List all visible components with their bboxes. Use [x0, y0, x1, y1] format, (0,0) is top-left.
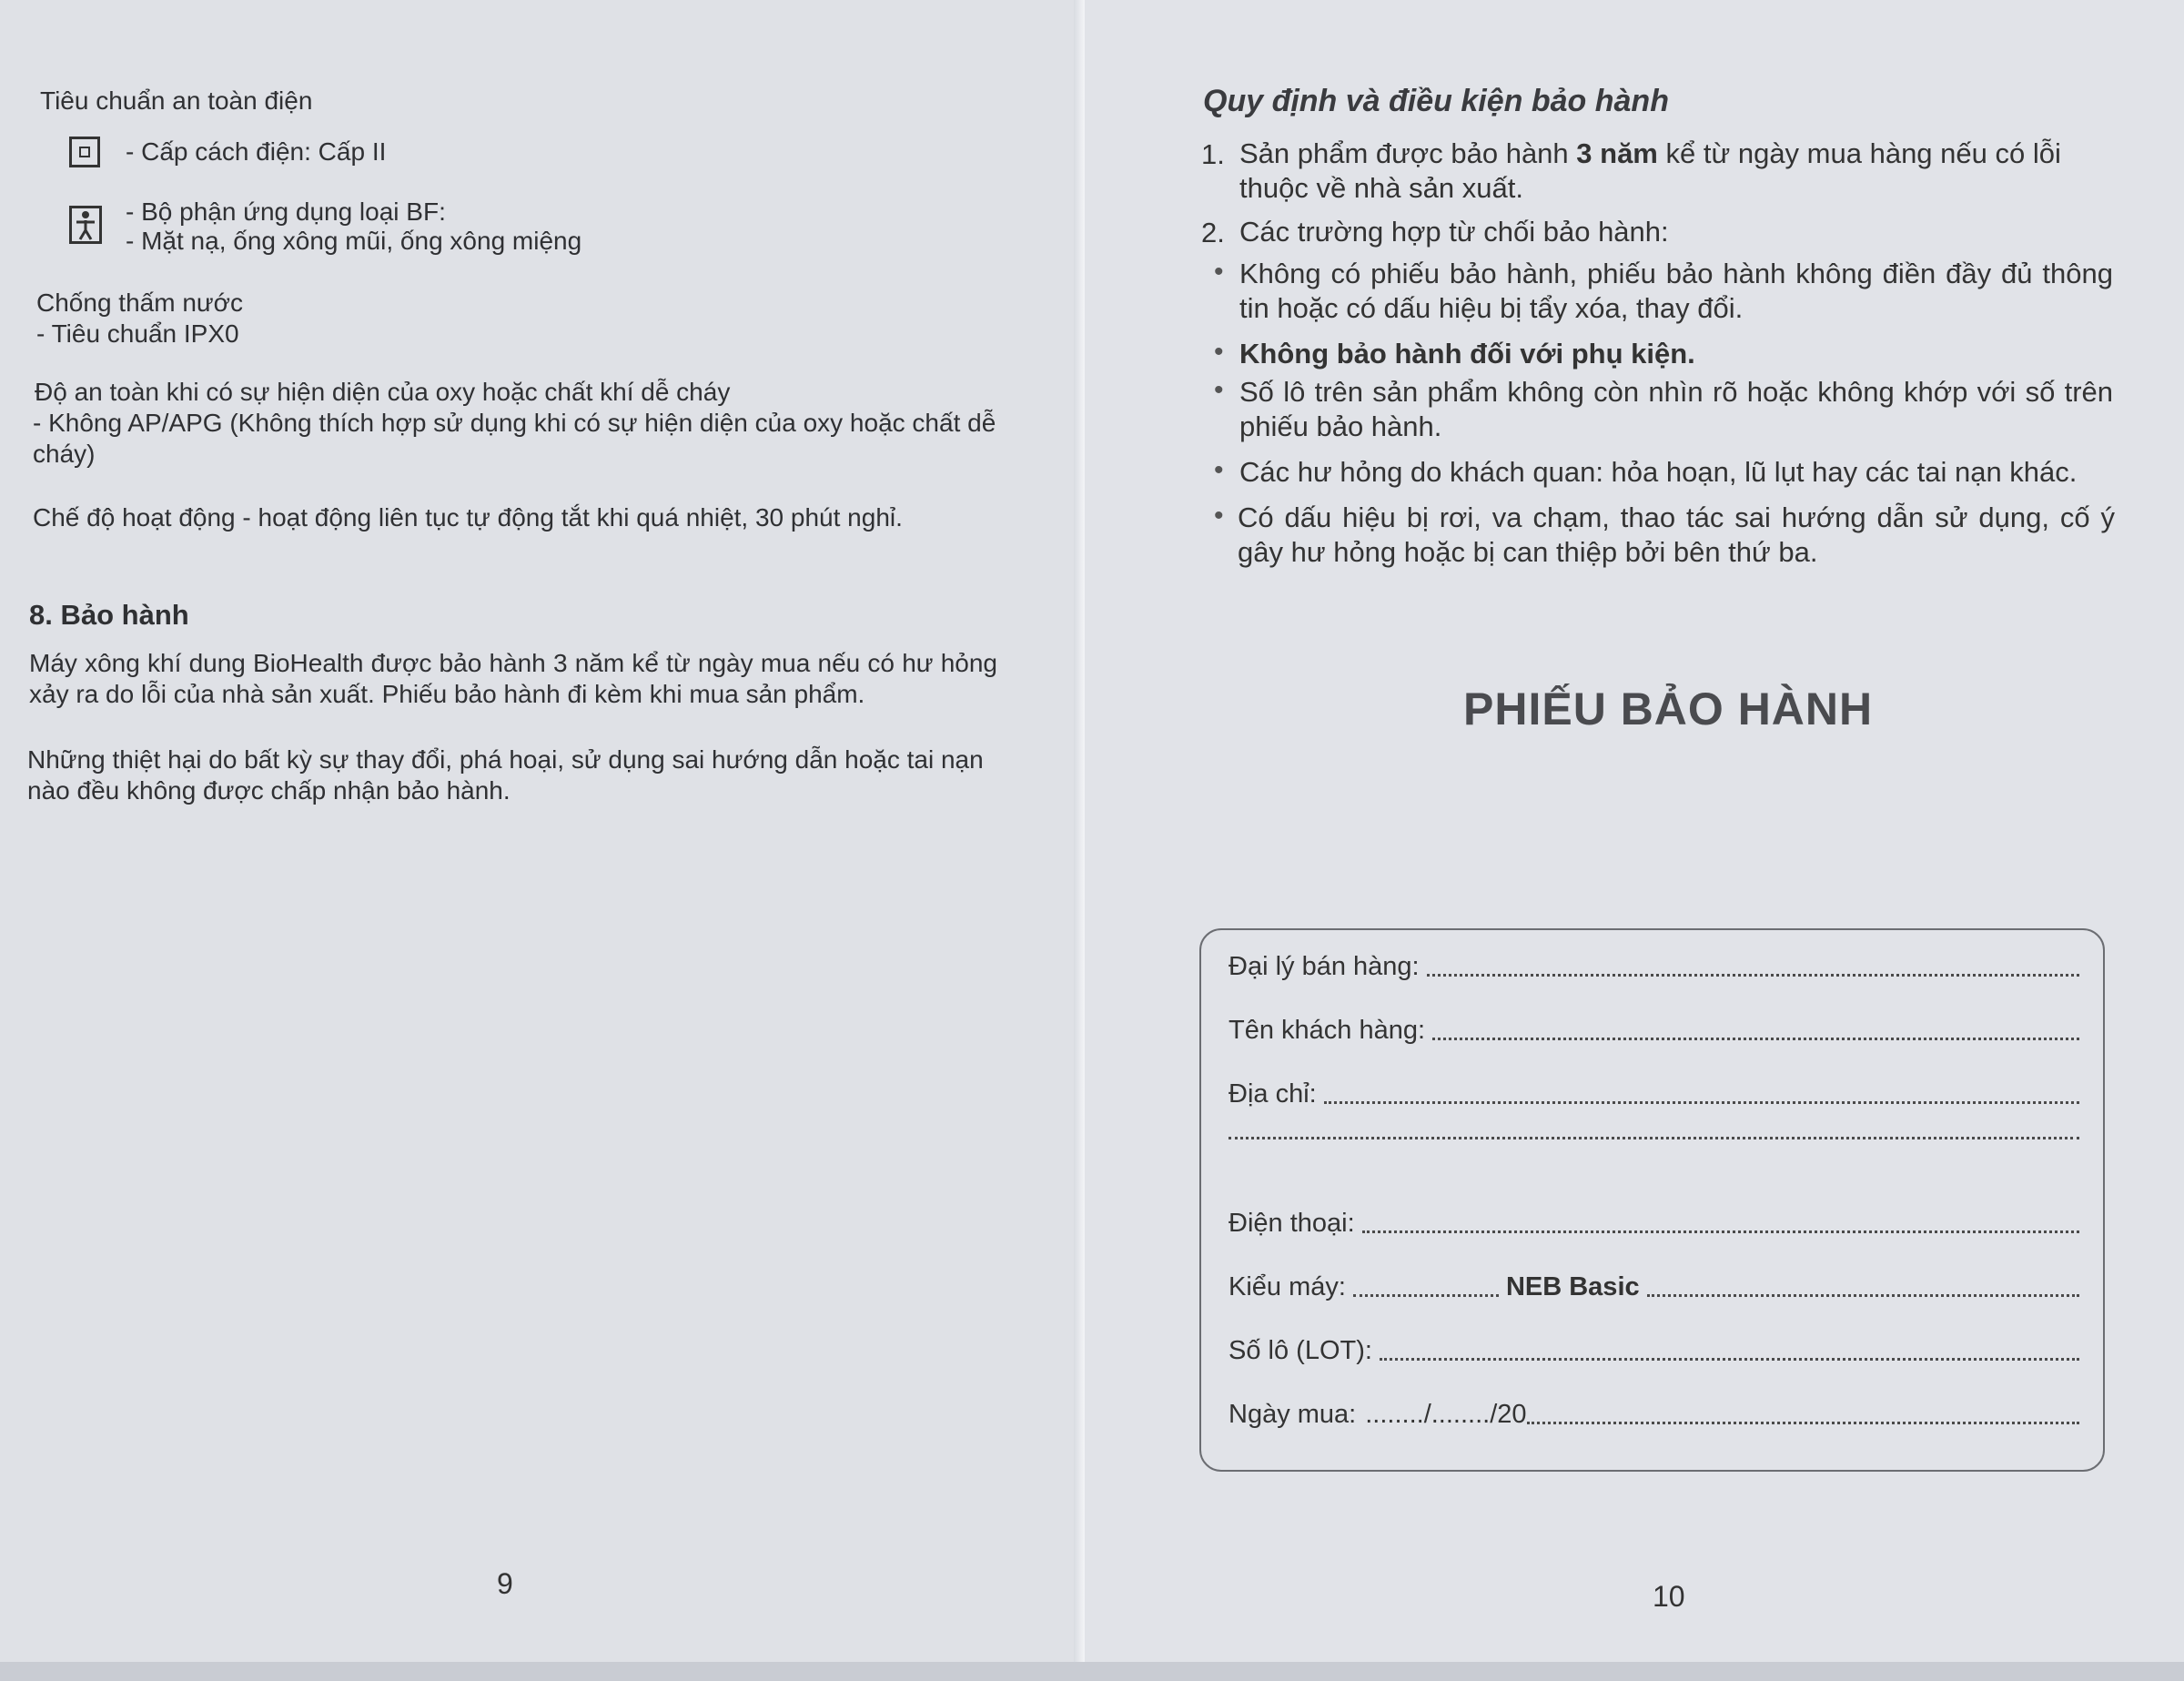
item-1-number: 1.: [1201, 138, 1225, 170]
warranty-heading: 8. Bảo hành: [29, 599, 189, 631]
page-number-right: 10: [1653, 1580, 1685, 1613]
electrical-safety-title: Tiêu chuẩn an toàn điện: [40, 86, 313, 115]
refusal-item-4: Các hư hỏng do khách quan: hỏa hoạn, lũ lụt hay các tai nạn khác.: [1239, 456, 2078, 488]
warranty-paragraph-2: Những thiệt hại do bất kỳ sự thay đổi, phá hoại, sử dụng sai hướng dẫn hoặc tai nạn nào đều không được chấp nhận bảo hành.: [27, 745, 984, 805]
model-field[interactable]: Kiểu máy: NEB Basic: [1228, 1272, 2079, 1302]
lot-number-field[interactable]: Số lô (LOT):: [1228, 1336, 2079, 1366]
bullet-2-marker: •: [1214, 337, 1224, 367]
phone-field[interactable]: Điện thoại:: [1228, 1209, 2079, 1239]
bf-applied-part-icon: [69, 206, 102, 244]
dealer-field[interactable]: Đại lý bán hàng:: [1228, 952, 2079, 982]
address-field-line-2[interactable]: [1228, 1136, 2079, 1145]
bullet-4-marker: •: [1214, 455, 1224, 485]
waterproof-standard: - Tiêu chuẩn IPX0: [36, 319, 239, 348]
address-field[interactable]: Địa chỉ:: [1228, 1079, 2079, 1109]
class-ii-insulation-icon: [69, 137, 100, 167]
refusal-item-2: Không bảo hành đối với phụ kiện.: [1239, 338, 1695, 370]
operating-mode: Chế độ hoạt động - hoạt động liên tục tự động tắt khi quá nhiệt, 30 phút nghỉ.: [33, 503, 903, 532]
waterproof-title: Chống thấm nước: [36, 289, 243, 317]
item-1-text: Sản phẩm được bảo hành 3 năm kể từ ngày mua hàng nếu có lỗi thuộc về nhà sản xuất.: [1239, 137, 2061, 204]
customer-name-field[interactable]: Tên khách hàng:: [1228, 1016, 2079, 1046]
bf-applied-part-line1: - Bộ phận ứng dụng loại BF:: [126, 197, 446, 226]
model-value: NEB Basic: [1505, 1272, 1640, 1301]
oxygen-safety-text: - Không AP/APG (Không thích hợp sử dụng khi có sự hiện diện của oxy hoặc chất dễ cháy): [33, 409, 996, 468]
bf-applied-part-line2: - Mặt nạ, ống xông mũi, ống xông miệng: [126, 227, 582, 255]
warranty-card-title: PHIẾU BẢO HÀNH: [1463, 684, 1874, 734]
purchase-date-field[interactable]: Ngày mua: ......../......../20: [1228, 1400, 2079, 1430]
date-pattern: ......../......../20: [1365, 1400, 1527, 1429]
bullet-5-marker: •: [1214, 501, 1224, 531]
warranty-card-form: [1199, 928, 2105, 1472]
item-2-number: 2.: [1201, 217, 1225, 248]
left-page: [0, 0, 1083, 1662]
warranty-rules-heading: Quy định và điều kiện bảo hành: [1203, 84, 1669, 118]
oxygen-safety-title: Độ an toàn khi có sự hiện diện của oxy hoặc chất khí dễ cháy: [35, 378, 731, 406]
refusal-item-5: Có dấu hiệu bị rơi, va chạm, thao tác sai hướng dẫn sử dụng, cố ý gây hư hỏng hoặc bị can thiệp bởi bên thứ ba.: [1238, 501, 2115, 568]
warranty-paragraph-1: Máy xông khí dung BioHealth được bảo hành 3 năm kể từ ngày mua nếu có hư hỏng xảy ra do lỗi của nhà sản xuất. Phiếu bảo hành đi kèm khi mua sản phẩm.: [29, 649, 997, 708]
refusal-item-3: Số lô trên sản phẩm không còn nhìn rõ hoặc không khớp với số trên phiếu bảo hành.: [1239, 376, 2113, 442]
bullet-3-marker: •: [1214, 375, 1224, 405]
page-number-left: 9: [497, 1567, 513, 1600]
refusal-item-1: Không có phiếu bảo hành, phiếu bảo hành không điền đầy đủ thông tin hoặc có dấu hiệu bị tẩy xóa, thay đổi.: [1239, 258, 2113, 324]
item-2-text: Các trường hợp từ chối bảo hành:: [1239, 216, 1669, 248]
insulation-class: - Cấp cách điện: Cấp II: [126, 137, 387, 166]
bullet-1-marker: •: [1214, 257, 1224, 287]
